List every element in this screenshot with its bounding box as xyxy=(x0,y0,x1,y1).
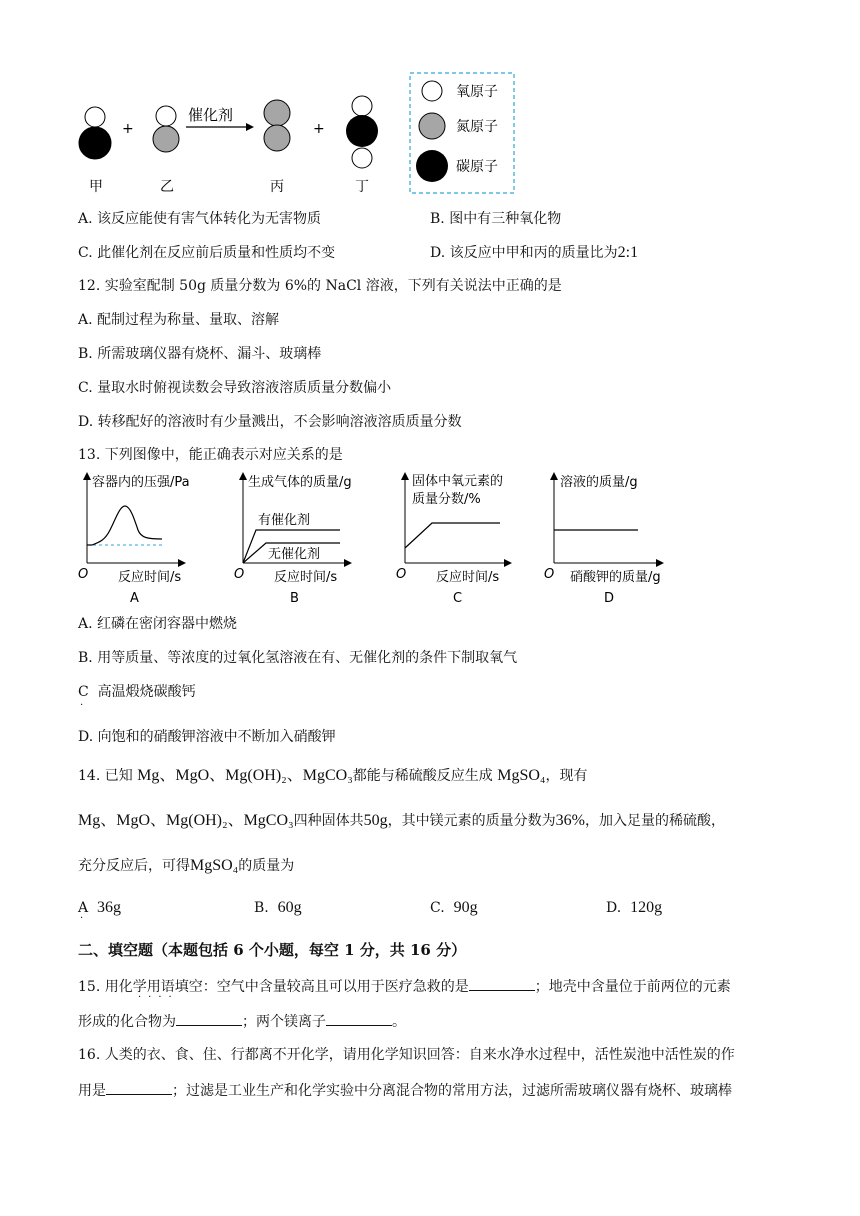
label-jia: 甲 xyxy=(89,179,103,195)
q13-option-a: A. 红磷在密闭容器中燃烧 xyxy=(78,616,238,632)
graph-a xyxy=(78,474,190,606)
q14-option-c-letter: C. xyxy=(430,900,445,916)
q14-line3-formula: MgSO₄ xyxy=(190,857,239,874)
q13-graphs xyxy=(70,468,710,610)
q11-option-b: B. 图中有三种氧化物 xyxy=(430,211,562,227)
graph-c-origin: O xyxy=(396,567,407,582)
graph-d xyxy=(544,474,661,606)
answer-blank-3[interactable] xyxy=(326,1011,392,1026)
q13-stem: 13. 下列图像中，能正确表示对应关系的是 xyxy=(78,447,343,463)
q12-option-c: C. 量取水时俯视读数会导致溶液溶质质量分数偏小 xyxy=(78,380,392,396)
q14-option-d-letter: D. xyxy=(606,900,622,916)
q16-line1: 16. 人类的衣、食、住、行都离不开化学，请用化学知识回答：自来水净水过程中，活性炭池中活性炭的作 xyxy=(78,1047,735,1063)
graph-a-xlabel: 反应时间/s xyxy=(118,570,182,585)
q14-line1-suffix: ，现有 xyxy=(545,768,588,784)
graph-b-xlabel: 反应时间/s xyxy=(274,570,338,585)
answer-blank-2[interactable] xyxy=(176,1011,242,1026)
atom-legend xyxy=(410,73,514,193)
molecule-bing xyxy=(264,100,290,151)
legend-oxygen: 氧原子 xyxy=(456,84,498,100)
q15-line2a: 形成的化合物为 xyxy=(78,1014,176,1030)
oxygen-atom-icon xyxy=(422,81,442,101)
q14-line3-suffix: 的质量为 xyxy=(238,858,295,874)
reaction-diagram xyxy=(0,60,540,200)
q14-line1 xyxy=(78,767,588,785)
q14-option-b-value: 60g xyxy=(277,899,302,916)
q14-line2-formula: Mg、MgO、Mg(OH)₂、MgCO₃ xyxy=(78,812,294,829)
molecule-ding xyxy=(346,96,378,168)
graph-c-ylabel-line2: 质量分数/% xyxy=(412,492,481,507)
graph-c xyxy=(396,473,508,606)
q14-line2 xyxy=(78,812,725,830)
graph-c-letter: C xyxy=(453,591,463,606)
q14-option-c-value: 90g xyxy=(453,899,478,916)
q15-line2 xyxy=(78,1011,406,1031)
graph-a-origin: O xyxy=(78,567,89,582)
carbon-atom-icon xyxy=(416,150,448,182)
q14-line2-mid2: ，其中镁元素的质量分数为 xyxy=(387,813,556,829)
q14-line1-prefix: 14. 已知 xyxy=(78,768,133,784)
q11-option-a: A. 该反应能使有害气体转化为无害物质 xyxy=(78,211,322,227)
q14-line2-mid1: 四种固体共 xyxy=(293,813,364,829)
q15-line1b: ；地壳中含量位于前两位的元素 xyxy=(534,979,731,995)
q12-stem: 12. 实验室配制 50g 质量分数为 6%的 NaCl 溶液，下列有关说法中正确的是 xyxy=(78,278,562,294)
graph-a-letter: A xyxy=(130,591,139,606)
graph-d-letter: D xyxy=(604,591,615,606)
molecule-yi xyxy=(153,106,179,152)
label-yi: 乙 xyxy=(160,179,174,195)
q14-option-d-value: 120g xyxy=(630,899,663,916)
q11-option-d-ratio: 2:1 xyxy=(617,244,639,261)
graph-a-curve xyxy=(87,506,162,545)
q11-option-d xyxy=(430,244,638,262)
q14-line1-product: MgSO₄ xyxy=(497,767,546,784)
q12-option-b: B. 所需玻璃仪器有烧杯、漏斗、玻璃棒 xyxy=(78,346,322,362)
q14-line2-end: ，加入足量的稀硫酸， xyxy=(584,813,725,829)
label-ding: 丁 xyxy=(355,179,369,195)
q11-option-d-text: D. 该反应中甲和丙的质量比为 xyxy=(430,245,618,261)
q14-line3 xyxy=(78,857,294,875)
answer-blank-4[interactable] xyxy=(106,1080,172,1095)
q16-line2b: ；过滤是工业生产和化学实验中分离混合物的常用方法，过滤所需玻璃仪器有烧杯、玻璃棒 xyxy=(172,1083,732,1099)
plus-sign-2: + xyxy=(313,121,325,137)
graph-b-label-catalyst: 有催化剂 xyxy=(258,513,311,528)
q15-line1a: 15. 用化学用语填空：空气中含量较高且可以用于医疗急救的是 xyxy=(78,979,469,995)
section-title: 二、填空题（本题包括 6 个小题，每空 1 分，共 16 分） xyxy=(78,941,467,959)
q14-line2-mass: 50g xyxy=(363,812,388,829)
q12-option-d: D. 转移配好的溶液时有少量溅出，不会影响溶液溶质质量分数 xyxy=(78,414,462,430)
q13-option-c-text: 高温煅烧碳酸钙 xyxy=(97,684,196,700)
q14-line1-formula: Mg、MgO、Mg(OH)₂、MgCO₃ xyxy=(137,767,353,784)
q12-option-a: A. 配制过程为称量、量取、溶解 xyxy=(78,312,280,328)
graph-d-ylabel: 溶液的质量/g xyxy=(560,475,638,490)
emphasis-dot: · xyxy=(80,913,84,924)
catalyst-label: 催化剂 xyxy=(188,106,234,124)
graph-b-letter: B xyxy=(290,591,299,606)
q14-option-a-value: 36g xyxy=(97,899,122,916)
graph-d-xlabel: 硝酸钾的质量/g xyxy=(570,570,661,585)
q14-option-c xyxy=(430,899,478,917)
q15-line2c: 。 xyxy=(392,1014,406,1030)
legend-carbon: 碳原子 xyxy=(456,159,498,175)
graph-d-origin: O xyxy=(544,567,555,582)
molecule-jia xyxy=(79,107,111,159)
legend-nitrogen: 氮原子 xyxy=(456,119,498,135)
graph-c-curve xyxy=(405,523,500,548)
graph-c-xlabel: 反应时间/s xyxy=(436,570,500,585)
emphasis-dot: · xyxy=(80,700,84,711)
graph-b-label-no-catalyst: 无催化剂 xyxy=(268,547,321,562)
q16-line2a: 用是 xyxy=(78,1083,106,1099)
graph-b-origin: O xyxy=(234,567,245,582)
q14-option-d xyxy=(606,899,662,917)
q16-line2 xyxy=(78,1080,732,1100)
graph-b xyxy=(234,474,352,606)
nitrogen-atom-icon xyxy=(419,113,445,139)
q13-option-c-letter: C xyxy=(78,684,89,700)
graph-b-ylabel: 生成气体的质量/g xyxy=(248,475,352,490)
plus-sign-1: + xyxy=(122,121,134,137)
q14-option-a xyxy=(78,899,121,917)
q14-option-b-letter: B. xyxy=(254,900,269,916)
emphasis-dots: ···· xyxy=(138,992,179,1003)
q11-option-c: C. 此催化剂在反应前后质量和性质均不变 xyxy=(78,245,336,261)
q14-option-a-letter: A xyxy=(78,900,89,916)
q14-option-b xyxy=(254,899,302,917)
q14-line2-pct: 36% xyxy=(555,812,585,829)
answer-blank-1[interactable] xyxy=(469,976,535,991)
q14-line3-prefix: 充分反应后，可得 xyxy=(78,858,190,874)
q13-option-c xyxy=(78,683,196,701)
q13-option-b: B. 用等质量、等浓度的过氧化氢溶液在有、无催化剂的条件下制取氧气 xyxy=(78,650,518,666)
q13-option-d: D. 向饱和的硝酸钾溶液中不断加入硝酸钾 xyxy=(78,729,336,745)
graph-a-ylabel: 容器内的压强/Pa xyxy=(92,475,190,490)
graph-c-ylabel-line1: 固体中氧元素的 xyxy=(412,474,504,489)
label-bing: 丙 xyxy=(270,179,284,195)
q15-line2b: ；两个镁离子 xyxy=(242,1014,326,1030)
q14-line1-mid: 都能与稀硫酸反应生成 xyxy=(352,768,493,784)
